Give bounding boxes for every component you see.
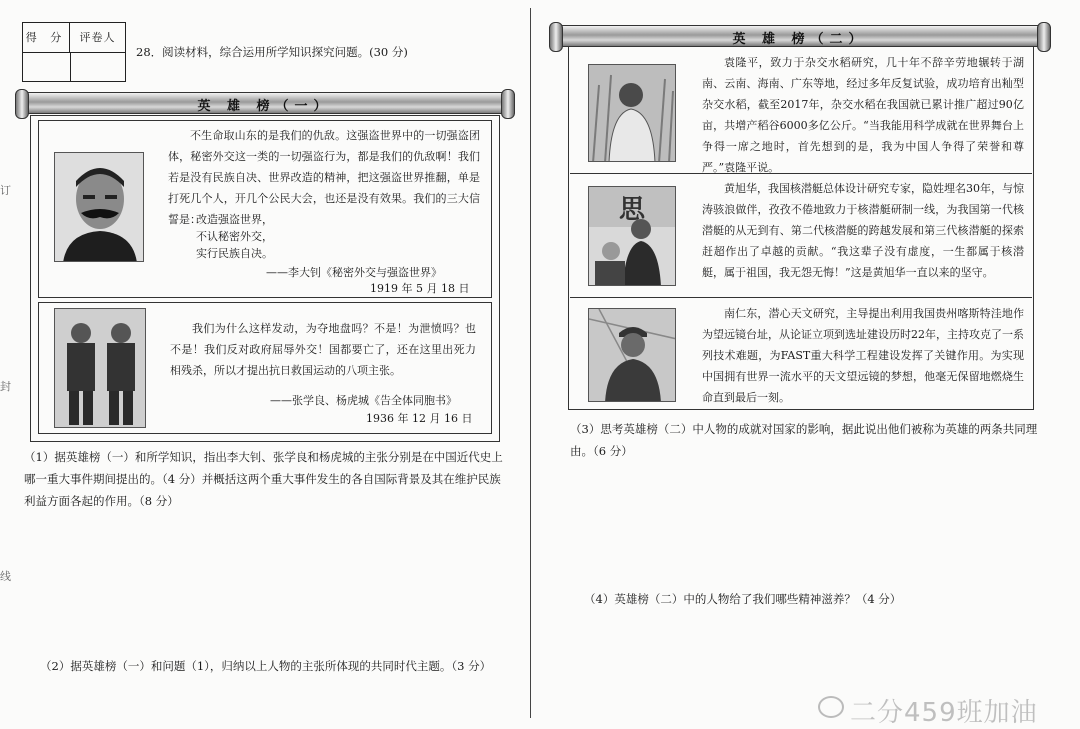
chat-bubble-icon [818, 696, 844, 718]
margin-mark-ding: 订 [0, 184, 11, 197]
question-intro: 28．阅读材料，综合运用所学知识探究问题。(30 分) [136, 45, 408, 59]
li-dazhao-portrait [54, 152, 144, 262]
yuan-longping-text: 袁隆平，致力于杂交水稻研究，几十年不辞辛劳地辗转于湖南、云南、海南、广东等地，经过多年反复试验，成功培育出籼型杂交水稻，截至2017年，杂交水稻在我国就已累计推广超过90亿亩，共增产稻谷6000多亿公斤。“当我能用科学成就在世界舞台上争得一席之地时，首先想到的是，我为中国人争得了荣誉和尊严。”袁隆平说。 [702, 56, 1024, 174]
pledge-1: 改造强盗世界， [196, 213, 273, 226]
huang-text-block [702, 178, 1024, 283]
nan-rendong-text: 南仁东，潜心天文研究，主导提出利用我国贵州喀斯特洼地作为望远镜台址，从论证立项到选址建设历时22年，主持攻克了一系列技术难题，为FAST重大科学工程建设发挥了关键作用。为实现中国拥有世界一流水平的天文望远镜的梦想，他毫无保留地燃烧生命直到最后一刻。 [702, 307, 1024, 404]
score-table [22, 22, 126, 82]
li-dazhao-quote: 不生命取山东的是我们的仇敌。这强盗世界中的一切强盗团体，秘密外交这一类的一切强盗行为，都是我们的仇敌啊！我们若是没有民族自决、世界改造的精神，把这强盗世界推翻，单是打死几个人，开几个公民大会，也还是没有效果。我们的三大信誓是： [168, 129, 480, 226]
grader-label: 评卷人 [70, 23, 125, 53]
question-3: （3）思考英雄榜（二）中人物的成就对国家的影响，据此说出他们被称为英雄的两条共同理由。（6 分） [570, 422, 1038, 458]
huang-xuhua-photo [588, 186, 676, 286]
hero-board-1-banner [22, 92, 508, 114]
li-dazhao-source: ——李大钊《秘密外交与强盗世界》 [266, 266, 442, 279]
question-2: （2）据英雄榜（一）和问题（1），归纳以上人物的主张所体现的共同时代主题。（3 分） [40, 659, 492, 673]
zhang-yang-quote: 我们为什么这样发动，为夺地盘吗？不是！为泄愤吗？也不是！我们反对政府屈辱外交！国都要亡了，还在这里出死力相残杀，所以才提出抗日救国运动的八项主张。 [170, 322, 476, 377]
hero-board-2-banner [556, 25, 1044, 47]
nan-text-block [702, 303, 1024, 408]
score-label: 得 分 [23, 23, 70, 53]
nan-rendong-photo [588, 308, 676, 402]
zhang-yang-date: 1936 年 12 月 16 日 [366, 412, 473, 425]
pledge-2: 不认秘密外交， [196, 230, 273, 243]
zhang-yang-photo [54, 308, 146, 428]
yuan-longping-photo [588, 64, 676, 162]
huang-xuhua-text: 黄旭华，我国核潜艇总体设计研究专家，隐姓埋名30年，与惊涛骇浪做伴，孜孜不倦地致力于核潜艇研制一线，为我国第一代核潜艇的从无到有、第二代核潜艇的跨越发展和第三代核潜艇的探索赶超作出了卓越的贡献。“我这辈子没有虚度，一生都属于核潜艇，属于祖国，我无怨无悔！”这是黄旭华一直以来的坚守。 [702, 182, 1024, 279]
zhang-yang-text-block [170, 318, 476, 381]
banner-character: 思 [619, 195, 646, 225]
pledge-3: 实行民族自决。 [196, 247, 273, 260]
margin-mark-xian: 线 [0, 570, 11, 583]
page-divider [530, 8, 531, 718]
watermark-text: 二分459班加油 [850, 698, 1038, 728]
li-dazhao-date: 1919 年 5 月 18 日 [370, 282, 470, 295]
hero-board-1-title: 英 雄 榜（一） [197, 99, 333, 114]
yuan-text-block [702, 52, 1024, 178]
zhang-yang-source: ——张学良、杨虎城《告全体同胞书》 [270, 394, 457, 407]
question-4: （4）英雄榜（二）中的人物给了我们哪些精神滋养？（4 分） [584, 592, 902, 606]
hero-board-2-title: 英 雄 榜（二） [732, 32, 868, 47]
margin-mark-feng: 封 [0, 380, 11, 393]
question-1: （1）据英雄榜（一）和所学知识，指出李大钊、张学良和杨虎城的主张分别是在中国近代史上哪一重大事件期间提出的。（4 分）并概括这两个重大事件发生的各自国际背景及其在维护民族利益方面各起的作用。（8 分） [24, 450, 503, 508]
